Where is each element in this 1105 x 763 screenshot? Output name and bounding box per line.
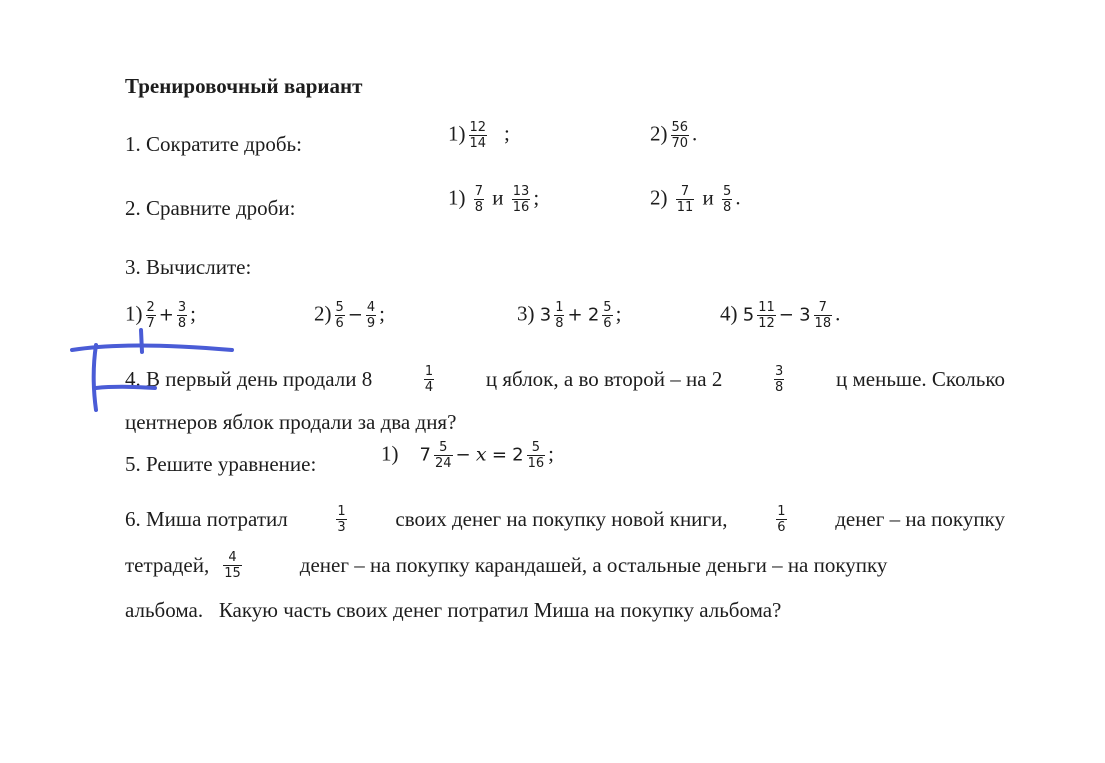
fraction-numerator: 3 bbox=[775, 364, 784, 379]
text-segment: 2 bbox=[512, 444, 524, 466]
ink-stroke-bottom bbox=[96, 387, 155, 388]
fraction-numerator: 2 bbox=[146, 300, 155, 315]
text-segment: тетрадей, bbox=[125, 553, 210, 577]
fraction-denominator: 7 bbox=[146, 316, 155, 331]
text-segment: и bbox=[492, 185, 504, 210]
text-segment: своих денег на покупку новой книги, bbox=[395, 507, 728, 531]
text-segment: 5 bbox=[742, 304, 755, 326]
fraction-numerator: 1 bbox=[337, 504, 346, 519]
fraction-denominator: 6 bbox=[335, 316, 344, 331]
fraction-denominator: 8 bbox=[723, 200, 732, 215]
fraction-numerator: 5 bbox=[439, 440, 448, 455]
text-segment: 1) bbox=[125, 301, 143, 326]
text-segment: ; bbox=[504, 121, 510, 146]
text-segment: 3) bbox=[517, 301, 535, 326]
fraction-numerator: 1 bbox=[555, 300, 564, 315]
text-segment: денег – на покупку карандашей, а остальные деньги – на покупку bbox=[299, 553, 888, 577]
fraction-numerator: 5 bbox=[723, 184, 732, 199]
text-segment: = bbox=[491, 444, 507, 466]
text-segment: ; bbox=[379, 301, 385, 326]
fraction-numerator: 13 bbox=[512, 184, 530, 199]
page-title: Тренировочный вариант bbox=[125, 74, 363, 98]
fraction-denominator: 12 bbox=[758, 316, 775, 331]
text-segment: . bbox=[735, 185, 741, 210]
fraction-numerator: 5 bbox=[603, 300, 612, 315]
fraction-numerator: 4 bbox=[228, 550, 237, 565]
question-5-text: 5. Решите уравнение: bbox=[125, 452, 317, 476]
fraction-numerator: 5 bbox=[531, 440, 541, 455]
text-segment: 7 bbox=[419, 444, 431, 466]
text-segment: и bbox=[702, 185, 714, 210]
text-segment: 6. Миша потратил bbox=[125, 507, 288, 531]
text-segment: ; bbox=[190, 301, 196, 326]
fraction-denominator: 16 bbox=[512, 200, 530, 215]
question-3-text: 3. Вычислите: bbox=[125, 255, 252, 279]
text-segment: ; bbox=[615, 301, 622, 326]
fraction-denominator: 3 bbox=[337, 520, 346, 535]
text-segment: 3 bbox=[539, 304, 552, 326]
fraction-denominator: 8 bbox=[555, 316, 564, 331]
question-4-line-2: центнеров яблок продали за два дня? bbox=[125, 410, 457, 434]
text-segment: ; bbox=[533, 185, 540, 210]
text-segment: 2) bbox=[650, 121, 668, 146]
fraction-numerator: 1 bbox=[424, 364, 434, 379]
fraction-denominator: 70 bbox=[671, 136, 689, 151]
fraction-denominator: 8 bbox=[177, 316, 187, 331]
fraction-numerator: 7 bbox=[818, 300, 827, 315]
fraction-numerator: 4 bbox=[366, 300, 376, 315]
fraction-denominator: 4 bbox=[424, 380, 434, 395]
text-segment: . bbox=[692, 121, 698, 146]
text-segment: ц яблок, а во второй – на 2 bbox=[485, 367, 723, 391]
question-1-text: 1. Сократите дробь: bbox=[125, 132, 302, 156]
fraction-numerator: 3 bbox=[177, 300, 187, 315]
text-segment: 2 bbox=[587, 304, 600, 326]
fraction-numerator: 12 bbox=[469, 120, 487, 135]
text-segment: x bbox=[475, 443, 487, 466]
text-segment: 4) bbox=[720, 301, 738, 326]
ink-stroke-vertical bbox=[94, 345, 96, 410]
text-segment: ц меньше. Сколько bbox=[836, 367, 1005, 391]
fraction-numerator: 1 bbox=[777, 504, 786, 519]
text-segment: 1) bbox=[448, 185, 466, 210]
fraction-denominator: 9 bbox=[366, 316, 376, 331]
fraction-denominator: 18 bbox=[814, 316, 832, 331]
text-segment: . bbox=[835, 301, 841, 326]
fraction-denominator: 16 bbox=[527, 456, 545, 471]
text-segment: − bbox=[778, 304, 794, 326]
fraction-numerator: 5 bbox=[335, 300, 344, 315]
text-segment: + bbox=[567, 304, 583, 326]
question-2-text: 2. Сравните дроби: bbox=[125, 196, 296, 220]
text-segment: 2) bbox=[650, 185, 668, 210]
fraction-denominator: 6 bbox=[777, 520, 786, 535]
text-segment: − bbox=[347, 304, 363, 326]
text-segment: 3 bbox=[799, 304, 811, 326]
text-segment: 4. В первый день продали 8 bbox=[125, 367, 373, 391]
fraction-numerator: 7 bbox=[474, 184, 484, 199]
fraction-denominator: 11 bbox=[676, 200, 694, 215]
question-6-line-3: альбома. Какую часть своих денег потратил Миша на покупку альбома? bbox=[125, 598, 782, 622]
fraction-denominator: 8 bbox=[775, 380, 784, 395]
fraction-numerator: 56 bbox=[671, 120, 689, 135]
fraction-denominator: 15 bbox=[224, 566, 241, 581]
text-segment: − bbox=[455, 444, 471, 466]
fraction-denominator: 14 bbox=[469, 136, 487, 151]
fraction-numerator: 11 bbox=[758, 300, 775, 315]
fraction-denominator: 24 bbox=[434, 456, 452, 471]
text-segment: 1) bbox=[448, 121, 466, 146]
text-segment: + bbox=[158, 304, 174, 326]
text-segment: 1) bbox=[381, 441, 399, 466]
text-segment: денег – на покупку bbox=[835, 507, 1005, 531]
fraction-denominator: 6 bbox=[603, 316, 612, 331]
fraction-numerator: 7 bbox=[680, 184, 690, 199]
text-segment: 2) bbox=[314, 301, 332, 326]
fraction-denominator: 8 bbox=[474, 200, 484, 215]
ink-stroke-tick bbox=[141, 330, 142, 352]
text-segment: ; bbox=[548, 441, 554, 466]
